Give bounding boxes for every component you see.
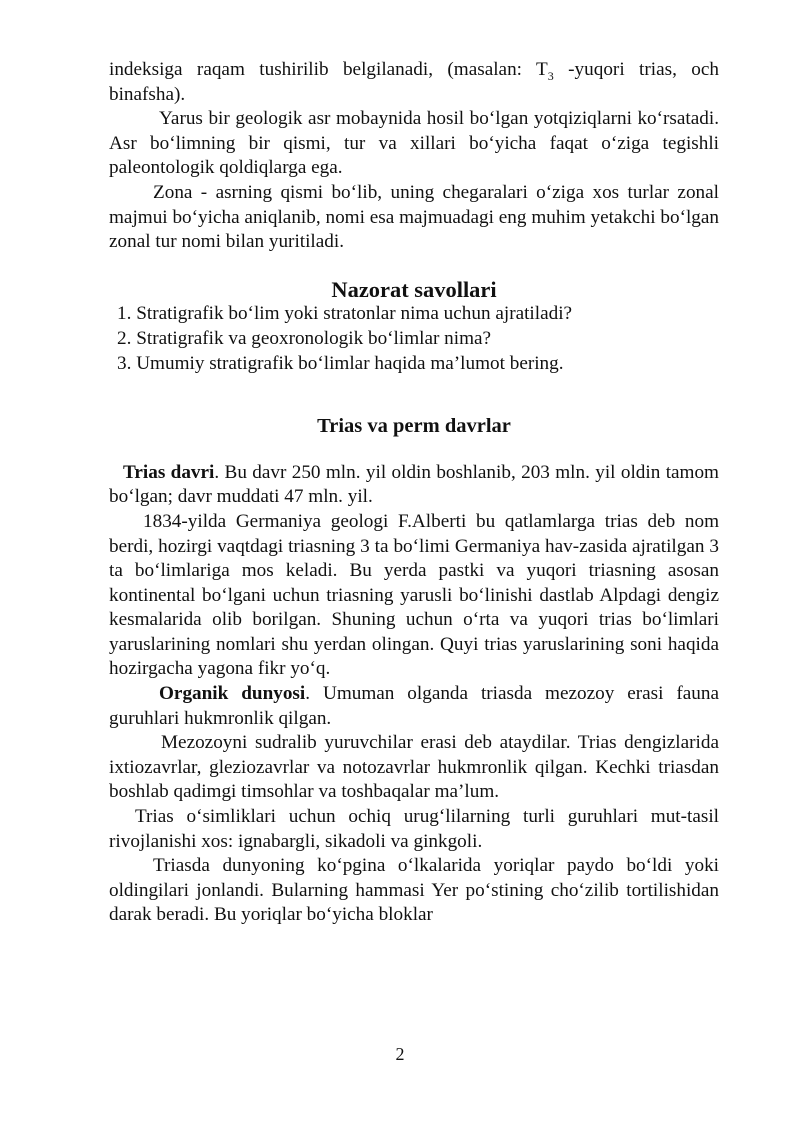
paragraph-mezozoy: Mezozoyni sudralib yuruvchilar erasi deb ataydilar. Trias dengizlarida ixtiozavrlar, gleziozavrlar va notozavrlar hukmronlik qilgan. Kechki triasdan boshlab qadimgi timsohlar va toshbaqalar ma’lum. <box>109 732 719 803</box>
paragraph-yarus: Yarus bir geologik asr mobaynida hosil bo‘lgan yotqiziqlarni ko‘rsatadi. Asr bo‘limning bir qismi, tur va xillari bo‘yicha faqat o‘ziga tegishli paleontologik qoldiqlarga ega. <box>109 108 719 179</box>
section-title: Trias va perm davrlar <box>317 415 511 438</box>
paragraph-text: . Umuman olganda triasda mezozoy erasi fauna guruhlari hukmronlik qilgan. <box>109 683 719 729</box>
questions-title: Nazorat savollari <box>331 276 497 302</box>
paragraph-text: -yuqori trias, och binafsha). <box>109 59 719 105</box>
subscript: 3 <box>547 68 554 83</box>
paragraph-zona: Zona - asrning qismi bo‘lib, uning chegaralari o‘ziga xos turlar zonal majmui bo‘yicha aniqlanib, nomi esa majmuadagi eng muhim yetakchi bo‘lgan zonal tur nomi bilan yuritiladi. <box>109 181 719 253</box>
paragraph-text: . Bu davr 250 mln. yil oldin boshlanib, 203 mln. yil oldin tamom bo‘lgan; davr muddati 47 mln. yil. <box>109 461 719 508</box>
paragraph-trias-davri <box>109 461 719 510</box>
question-item: 1. Stratigrafik bo‘lim yoki stratonlar nima uchun ajratiladi? <box>117 303 573 325</box>
questions-list <box>109 302 719 376</box>
paragraph-index-note <box>109 58 719 107</box>
paragraph-alberti: 1834-yilda Germaniya geologi F.Alberti bu qatlamlarga trias deb nom berdi, hozirgi vaqtdagi triasning 3 ta bo‘limi Germaniya hav-zasida ajratilgan 3 ta bo‘limlariga mos keladi. Bu yerda pastki va yuqori triasning asosan kontinental bo‘lgani uchun triasning yarusli bo‘linishi dastlab Alpdagi dengiz kesmalarida olib borilgan. Shuning uchun o‘rta va yuqori trias bo‘limlari yaruslarining nomlari shu yerdan olingan. Quyi trias yaruslarining soni haqida hozirgacha yagona fikr yo‘q. <box>109 510 719 680</box>
paragraph-organik-dunyosi <box>109 682 719 731</box>
question-item: 3. Umumiy stratigrafik bo‘limlar haqida ma’lumot bering. <box>117 352 564 374</box>
term-bold: Organik dunyosi <box>159 683 306 705</box>
question-item: 2. Stratigrafik va geoxronologik bo‘limlar nima? <box>117 327 492 349</box>
paragraph-text: indeksiga raqam tushirilib belgilanadi, (masalan: T <box>109 59 548 80</box>
page-body <box>109 58 719 928</box>
paragraph-osimliklar: Trias o‘simliklari uchun ochiq urug‘lilarning turli guruhlari mut-tasil rivojlanishi xos: ignabargli, sikadoli va ginkgoli. <box>109 806 719 852</box>
page-number: 2 <box>395 1044 405 1064</box>
paragraph-yoriqlar: Triasda dunyoning ko‘pgina o‘lkalarida yoriqlar paydo bo‘ldi yoki oldingilari jonlandi. Bularning hammasi Yer po‘stining cho‘zilib tortilishidan darak beradi. Bu yoriqlar bo‘yicha bloklar <box>109 855 719 926</box>
term-bold: Trias davri <box>123 461 215 483</box>
